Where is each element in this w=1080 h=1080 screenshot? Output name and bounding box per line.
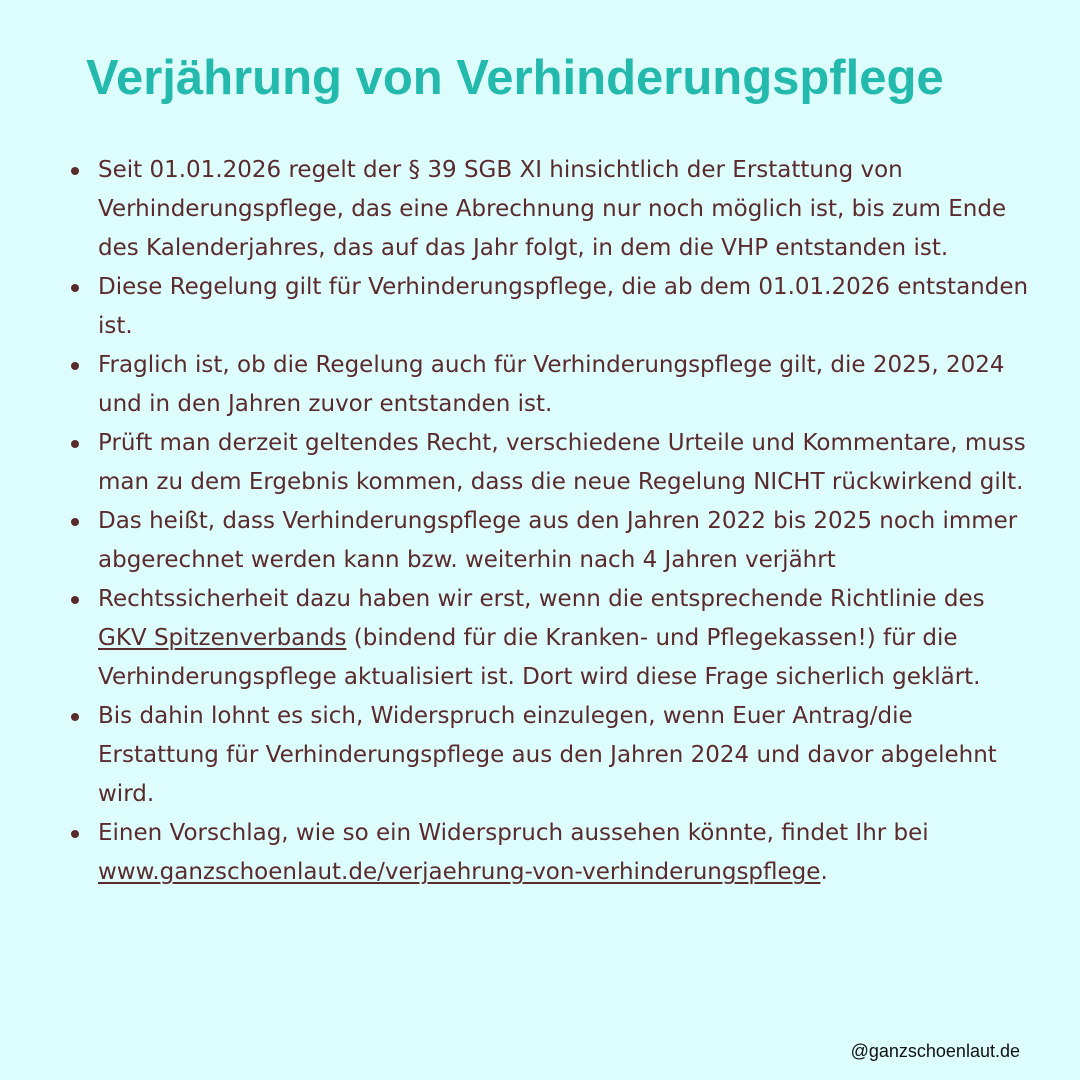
bullet-dot [71,362,79,370]
bullet-text: Das heißt, dass Verhinderungspflege aus den Jahren 2022 bis 2025 noch immer abgerechnet werden kann bzw. weiterhin nach 4 Jahren verjährt [98,508,1018,573]
list-item [70,814,1030,892]
bullet-text: Bis dahin lohnt es sich, Widerspruch einzulegen, wenn Euer Antrag/die Erstattung für Verhinderungspflege aus den Jahren 2024 und davor abgelehnt wird. [98,703,997,807]
list-item [70,502,1030,580]
bullet-text-cont: (bindend für die Kranken- und Pflegekassen!) für die Verhinderungspflege aktualisiert ist. Dort wird diese Frage sicherlich geklärt. [98,625,981,690]
list-item [70,424,1030,502]
bullet-text: Seit 01.01.2026 regelt der § 39 SGB XI hinsichtlich der Erstattung von Verhinderungspflege, das eine Abrechnung nur noch möglich ist, bis zum Ende des Kalenderjahres, das auf das Jahr folgt, in dem die VHP entstanden ist. [98,157,1007,261]
bullet-text: Diese Regelung gilt für Verhinderungspflege, die ab dem 01.01.2026 entstanden ist. [98,274,1029,339]
bullet-dot [71,167,79,175]
bullet-text: Einen Vorschlag, wie so ein Widerspruch aussehen könnte, findet Ihr bei [98,820,929,846]
bullet-text: Fraglich ist, ob die Regelung auch für Verhinderungspflege gilt, die 2025, 2024 und in den Jahren zuvor entstanden ist. [98,352,1005,417]
list-item [70,346,1030,424]
bullet-text: Prüft man derzeit geltendes Recht, verschiedene Urteile und Kommentare, muss man zu dem Ergebnis kommen, dass die neue Regelung NICHT rückwirkend gilt. [98,430,1026,495]
bullet-dot [71,440,79,448]
list-item [70,151,1030,268]
bullet-list [70,151,1030,892]
bullet-text-cont: . [820,859,828,885]
bullet-dot [71,596,79,604]
bullet-dot [71,713,79,721]
list-item [70,697,1030,814]
list-item [70,268,1030,346]
bullet-text: Rechtssicherheit dazu haben wir erst, wenn die entsprechende Richtlinie des [98,586,985,612]
website-link[interactable]: www.ganzschoenlaut.de/verjaehrung-von-verhinderungspflege [98,859,821,885]
page-title: Verjährung von Verhinderungspflege [86,51,944,105]
bullet-dot [71,830,79,838]
gkv-spitzenverband-link[interactable]: GKV Spitzenverbands [98,625,347,651]
bullet-dot [71,284,79,292]
bullet-dot [71,518,79,526]
social-handle: @ganzschoenlaut.de [850,1041,1020,1061]
list-item [70,580,1030,697]
